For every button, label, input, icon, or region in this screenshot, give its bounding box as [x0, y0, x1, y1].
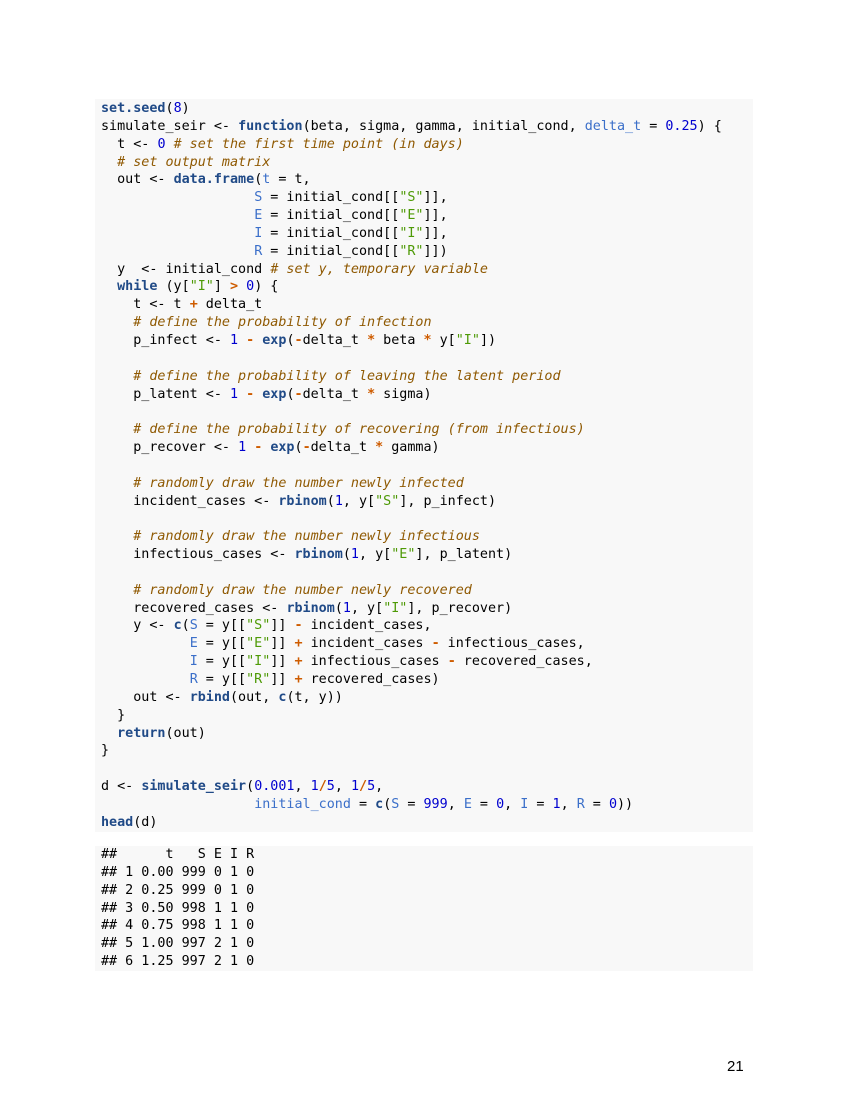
code-token: =: [399, 796, 424, 812]
code-token: incident_cases: [302, 636, 432, 652]
code-token: gamma): [383, 440, 440, 456]
code-token: [101, 726, 117, 741]
code-token: = y[[: [197, 618, 247, 634]
code-token: (: [334, 600, 343, 616]
code-token: +: [294, 654, 303, 670]
code-token: simulate_seir <-: [101, 118, 239, 134]
code-token: -: [294, 332, 303, 348]
code-token: 1: [552, 796, 561, 812]
code-token: "E": [399, 208, 424, 224]
code-line: [101, 510, 753, 528]
code-token: ,: [334, 779, 351, 795]
code-token: 5: [326, 779, 335, 795]
code-line: [101, 154, 753, 172]
code-token: p_latent <-: [101, 386, 230, 402]
code-token: -: [294, 386, 303, 402]
code-token: # randomly draw the number newly infected: [133, 475, 464, 491]
code-token: exp: [262, 332, 287, 348]
code-token: "S": [246, 618, 271, 634]
code-token: (beta, sigma, gamma, initial_cond,: [302, 118, 585, 134]
code-token: -: [447, 654, 456, 670]
code-line: [101, 582, 753, 600]
code-token: (: [286, 386, 295, 402]
code-block: [95, 99, 753, 832]
code-token: ]]: [270, 636, 295, 652]
code-token: ]: [213, 279, 230, 295]
code-token: "I": [383, 600, 408, 616]
code-token: E: [254, 208, 263, 224]
code-token: [101, 226, 254, 241]
code-token: (: [254, 172, 263, 188]
code-token: = y[[: [197, 654, 247, 670]
code-token: [238, 387, 246, 402]
code-token: I: [189, 654, 198, 670]
code-token: infectious_cases,: [439, 636, 585, 652]
code-token: delta_t: [310, 440, 376, 456]
code-token: [101, 636, 190, 651]
code-token: 1: [342, 600, 351, 616]
code-line: [101, 653, 753, 671]
code-line: [101, 261, 753, 279]
output-line: ## 3 0.50 998 1 1 0: [101, 900, 255, 916]
code-token: 0: [496, 796, 505, 812]
output-line: ## 2 0.25 999 0 1 0: [101, 882, 255, 898]
code-token: beta: [375, 332, 424, 348]
code-token: y <-: [101, 618, 174, 634]
code-line: [101, 814, 753, 832]
code-token: *: [367, 386, 376, 402]
code-token: return: [117, 725, 166, 741]
code-token: "I": [399, 225, 424, 241]
code-line: [101, 386, 753, 404]
code-token: head: [101, 814, 134, 830]
code-token: }: [101, 743, 110, 759]
code-line: [101, 796, 753, 814]
code-token: = y[[: [197, 672, 247, 687]
code-token: -: [431, 636, 440, 652]
code-token: infectious_cases: [302, 654, 448, 670]
code-token: [101, 244, 254, 259]
code-token: (: [286, 332, 295, 348]
code-line: [101, 100, 753, 118]
code-token: ], p_latent): [415, 547, 513, 563]
code-token: ]]: [270, 672, 295, 687]
code-token: 1: [334, 493, 343, 509]
code-token: *: [423, 332, 432, 348]
code-line: [101, 350, 753, 368]
code-token: function: [238, 118, 303, 134]
r-output: [95, 846, 753, 971]
code-token: 1: [238, 440, 247, 456]
code-token: -: [246, 386, 255, 402]
code-token: ]],: [423, 190, 448, 206]
code-token: [101, 369, 133, 384]
code-token: c: [278, 689, 287, 705]
code-token: p_recover <-: [101, 440, 239, 456]
code-token: # set the first time point (in days): [173, 136, 464, 152]
code-token: *: [375, 440, 384, 456]
code-token: "E": [246, 636, 271, 652]
code-line: [101, 725, 753, 743]
code-token: "S": [375, 493, 400, 509]
code-token: y <- initial_cond: [101, 261, 271, 277]
code-line: [101, 671, 753, 689]
code-token: R: [576, 796, 585, 812]
code-token: =: [584, 796, 609, 812]
code-token: rbinom: [278, 493, 327, 509]
code-token: R: [254, 243, 263, 259]
code-line: [101, 617, 753, 635]
code-token: ]]: [270, 618, 295, 634]
code-token: (: [165, 101, 174, 116]
code-token: out <-: [101, 172, 174, 188]
code-line: [101, 207, 753, 225]
code-line: [101, 635, 753, 653]
code-token: incident_cases <-: [101, 493, 279, 509]
code-token: (: [246, 779, 255, 795]
code-token: ]],: [423, 225, 448, 241]
code-token: =: [471, 796, 497, 812]
code-token: ]],: [423, 208, 448, 224]
code-token: 0: [608, 796, 617, 812]
code-token: = initial_cond[[: [262, 208, 400, 224]
code-token: )): [617, 796, 634, 812]
code-line: [101, 278, 753, 296]
code-token: rbind: [189, 689, 230, 705]
code-token: ,: [504, 796, 521, 812]
code-line: [101, 493, 753, 511]
code-token: = initial_cond[[: [262, 243, 400, 259]
code-token: ) {: [254, 279, 279, 295]
code-token: y[: [431, 332, 456, 348]
r-code: [95, 100, 753, 832]
code-token: I: [254, 225, 263, 241]
code-line: [101, 457, 753, 475]
code-line: [101, 689, 753, 707]
code-token: +: [294, 672, 303, 687]
code-token: 999: [423, 796, 448, 812]
code-token: ], p_recover): [407, 600, 513, 616]
code-token: 1: [350, 547, 359, 563]
code-token: , y[: [342, 493, 376, 509]
code-line: [101, 332, 753, 350]
code-token: "I": [455, 332, 480, 348]
code-token: t <- t: [101, 297, 190, 313]
code-token: -: [246, 332, 255, 348]
code-token: data.frame: [173, 172, 255, 188]
code-token: "R": [399, 243, 424, 259]
code-token: E: [189, 636, 198, 652]
code-token: = t,: [270, 172, 311, 188]
code-line: [101, 118, 753, 136]
code-token: =: [350, 796, 376, 812]
code-token: (out,: [230, 689, 279, 705]
code-token: [101, 672, 190, 687]
code-token: incident_cases,: [302, 618, 432, 634]
code-token: [101, 190, 254, 205]
code-token: [246, 440, 254, 455]
code-line: [101, 475, 753, 493]
code-token: ,: [294, 779, 311, 795]
output-line: ## t S E I R: [101, 847, 255, 862]
code-token: delta_t: [197, 297, 263, 313]
code-token: while: [117, 279, 158, 295]
code-line: [101, 778, 753, 796]
output-line: ## 4 0.75 998 1 1 0: [101, 918, 255, 934]
code-token: = initial_cond[[: [262, 190, 400, 206]
code-token: ,: [560, 796, 577, 812]
code-token: 8: [173, 101, 182, 116]
code-line: [101, 760, 753, 778]
output-line: ## 5 1.00 997 2 1 0: [101, 936, 255, 952]
code-token: (out): [165, 725, 206, 741]
code-token: R: [189, 672, 198, 687]
code-token: # define the probability of leaving the latent period: [133, 368, 561, 384]
code-token: p_infect <-: [101, 332, 230, 348]
code-token: [238, 333, 246, 348]
code-token: sigma): [375, 386, 432, 402]
code-token: S: [189, 618, 198, 634]
code-token: ,: [375, 779, 384, 795]
code-line: [101, 439, 753, 457]
code-token: recovered_cases <-: [101, 600, 287, 616]
code-token: set.seed: [101, 101, 166, 116]
code-token: [101, 422, 133, 437]
code-token: 5: [367, 779, 376, 795]
code-token: delta_t: [584, 118, 642, 134]
code-token: t <-: [101, 136, 158, 152]
output-line: ## 6 1.25 997 2 1 0: [101, 954, 255, 970]
code-line: [101, 136, 753, 154]
code-token: (d): [133, 814, 158, 830]
code-line: [101, 564, 753, 582]
code-line: [101, 421, 753, 439]
code-line: [101, 189, 753, 207]
code-line: [101, 296, 753, 314]
code-line: [101, 171, 753, 189]
code-line: [101, 742, 753, 760]
code-token: recovered_cases,: [455, 654, 593, 670]
code-line: [101, 225, 753, 243]
code-token: 1: [310, 779, 319, 795]
code-token: (: [181, 618, 190, 634]
code-token: ]): [479, 332, 497, 348]
code-token: ], p_infect): [399, 493, 497, 509]
code-token: [238, 279, 246, 294]
code-token: 1: [230, 332, 239, 348]
code-token: E: [463, 796, 472, 812]
code-line: [101, 403, 753, 421]
code-token: [101, 529, 133, 544]
code-token: (: [342, 547, 351, 563]
code-token: = initial_cond[[: [262, 225, 400, 241]
code-token: delta_t: [302, 332, 368, 348]
code-token: 0: [157, 136, 166, 152]
code-token: [101, 476, 133, 491]
code-token: # randomly draw the number newly recovered: [133, 582, 472, 598]
code-token: =: [528, 796, 553, 812]
page-number: 21: [727, 1058, 744, 1075]
code-token: delta_t: [302, 386, 368, 402]
code-token: = y[[: [197, 636, 247, 652]
code-token: [101, 315, 133, 330]
code-line: [101, 243, 753, 261]
code-token: # randomly draw the number newly infectious: [133, 529, 480, 545]
code-token: (: [383, 796, 392, 812]
code-token: , y[: [358, 547, 392, 563]
code-token: "S": [399, 190, 424, 206]
code-token: /: [359, 779, 368, 795]
code-token: +: [189, 297, 198, 313]
code-token: S: [254, 190, 263, 206]
code-token: I: [520, 796, 529, 812]
code-token: recovered_cases): [302, 672, 440, 687]
code-token: out <-: [101, 689, 190, 705]
code-token: 0.001: [254, 779, 295, 795]
code-token: # set y, temporary variable: [270, 261, 488, 277]
code-token: # define the probability of infection: [133, 315, 432, 331]
code-token: d <-: [101, 779, 142, 795]
code-token: -: [302, 440, 311, 456]
code-token: +: [294, 636, 303, 652]
code-token: [101, 208, 254, 223]
code-token: /: [318, 779, 327, 795]
code-token: [101, 797, 254, 812]
code-token: exp: [270, 440, 295, 456]
code-token: simulate_seir: [141, 779, 247, 795]
code-token: , y[: [350, 600, 384, 616]
code-token: ): [181, 101, 190, 116]
code-token: rbinom: [286, 600, 335, 616]
code-token: ) {: [697, 118, 722, 134]
code-token: c: [375, 796, 384, 812]
code-token: (t, y)): [286, 689, 343, 705]
code-token: ]]: [270, 654, 295, 670]
output-line: ## 1 0.00 999 0 1 0: [101, 864, 255, 880]
code-token: c: [173, 618, 182, 634]
code-token: *: [367, 332, 376, 348]
code-token: }: [101, 707, 126, 723]
code-token: -: [294, 618, 303, 634]
code-token: (: [294, 440, 303, 456]
code-token: -: [254, 440, 263, 456]
code-token: 1: [350, 779, 359, 795]
code-line: [101, 314, 753, 332]
code-token: "R": [246, 672, 271, 687]
code-token: "I": [189, 279, 214, 295]
code-token: exp: [262, 386, 287, 402]
code-token: "I": [246, 654, 271, 670]
code-token: t: [262, 172, 271, 188]
code-token: (y[: [157, 279, 190, 295]
code-line: [101, 600, 753, 618]
code-token: >: [230, 279, 239, 295]
code-line: [101, 707, 753, 725]
code-token: ]]): [423, 243, 448, 259]
code-token: [166, 137, 174, 152]
code-line: [101, 368, 753, 386]
code-token: [101, 279, 117, 294]
code-token: # define the probability of recovering (from infectious): [133, 422, 585, 438]
code-token: 0: [246, 279, 255, 295]
code-token: # set output matrix: [117, 154, 271, 170]
code-token: [101, 654, 190, 669]
code-token: "E": [391, 547, 416, 563]
code-token: (: [326, 493, 335, 509]
code-token: =: [641, 118, 666, 134]
code-token: initial_cond: [254, 796, 351, 812]
code-token: [101, 155, 117, 170]
code-line: [101, 528, 753, 546]
code-token: 1: [230, 386, 239, 402]
code-line: [101, 546, 753, 564]
code-token: [101, 583, 133, 598]
code-token: rbinom: [294, 547, 343, 563]
code-token: S: [391, 796, 400, 812]
code-token: infectious_cases <-: [101, 547, 295, 563]
output-block: [95, 846, 753, 971]
code-token: 0.25: [665, 118, 698, 134]
code-token: ,: [447, 796, 464, 812]
